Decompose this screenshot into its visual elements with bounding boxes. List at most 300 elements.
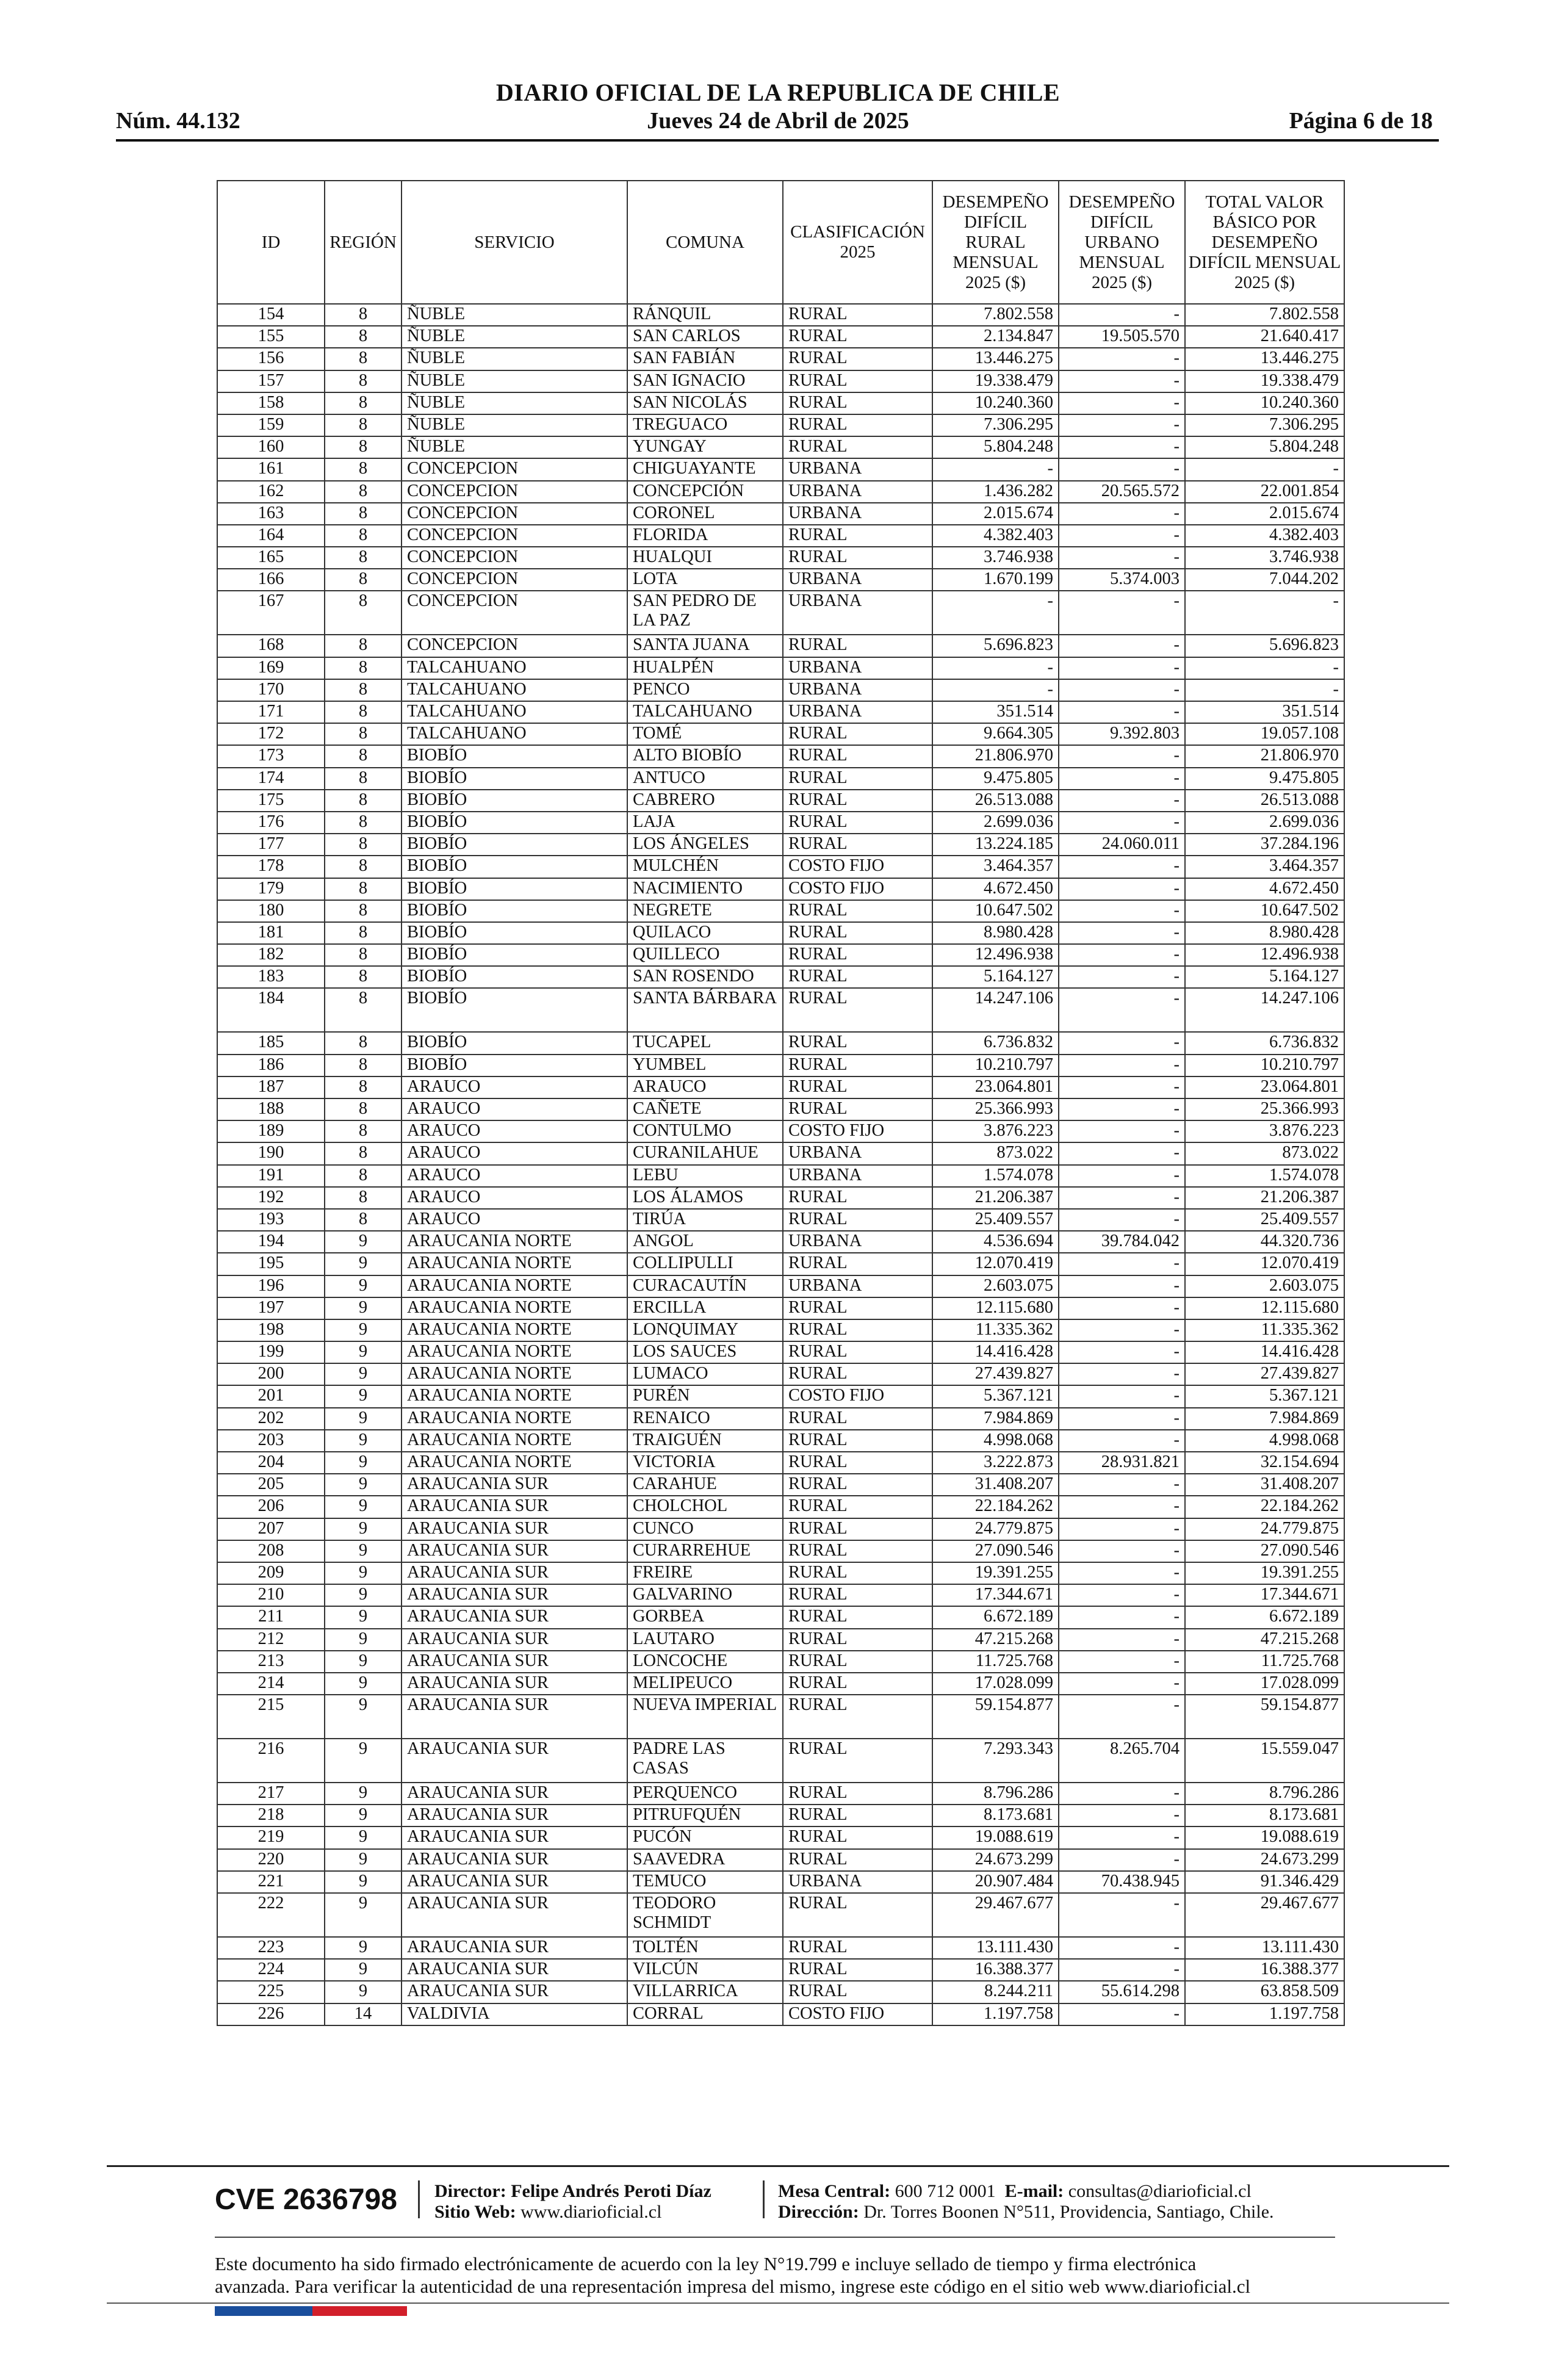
table-row xyxy=(217,966,1344,988)
cell-urban: 5.374.003 xyxy=(1059,569,1185,591)
cell-id: 203 xyxy=(217,1430,325,1452)
cell-rural: 23.064.801 xyxy=(932,1076,1059,1098)
cell-service: ARAUCO xyxy=(402,1120,627,1142)
cell-total: 1.574.078 xyxy=(1185,1165,1344,1187)
cell-service: ARAUCO xyxy=(402,1142,627,1164)
cell-commune: TIRÚA xyxy=(627,1209,783,1231)
cell-region: 8 xyxy=(325,326,402,348)
cell-id: 213 xyxy=(217,1651,325,1673)
cell-commune: CORRAL xyxy=(627,2003,783,2025)
cell-rural: 3.222.873 xyxy=(932,1452,1059,1474)
cell-id: 155 xyxy=(217,326,325,348)
cell-region: 8 xyxy=(325,768,402,790)
cell-commune: MELIPEUCO xyxy=(627,1673,783,1695)
cell-rural: 17.028.099 xyxy=(932,1673,1059,1695)
cell-classification: RURAL xyxy=(783,436,932,458)
cell-region: 9 xyxy=(325,1319,402,1341)
cell-service: CONCEPCION xyxy=(402,481,627,503)
cell-rural: 4.382.403 xyxy=(932,525,1059,547)
cell-region: 9 xyxy=(325,1673,402,1695)
cell-classification: RURAL xyxy=(783,834,932,856)
cell-service: ARAUCO xyxy=(402,1076,627,1098)
table-row xyxy=(217,768,1344,790)
cell-id: 214 xyxy=(217,1673,325,1695)
cell-id: 179 xyxy=(217,878,325,900)
cell-rural: 4.672.450 xyxy=(932,878,1059,900)
cell-id: 183 xyxy=(217,966,325,988)
cell-commune: HUALPÉN xyxy=(627,657,783,679)
cell-total: 7.984.869 xyxy=(1185,1408,1344,1430)
cell-classification: RURAL xyxy=(783,723,932,745)
table-row xyxy=(217,1142,1344,1164)
cell-region: 14 xyxy=(325,2003,402,2025)
cell-total: 23.064.801 xyxy=(1185,1076,1344,1098)
cell-classification: RURAL xyxy=(783,370,932,392)
cell-urban: - xyxy=(1059,1385,1185,1407)
cell-id: 225 xyxy=(217,1981,325,2003)
cell-id: 200 xyxy=(217,1363,325,1385)
cell-urban: - xyxy=(1059,1120,1185,1142)
cell-id: 160 xyxy=(217,436,325,458)
table-row xyxy=(217,1341,1344,1363)
cell-id: 165 xyxy=(217,547,325,569)
cell-region: 9 xyxy=(325,1363,402,1385)
cell-rural: - xyxy=(932,657,1059,679)
cell-service: ARAUCO xyxy=(402,1187,627,1209)
cell-id: 202 xyxy=(217,1408,325,1430)
cell-total: 19.338.479 xyxy=(1185,370,1344,392)
cell-service: BIOBÍO xyxy=(402,745,627,767)
cell-total: 12.496.938 xyxy=(1185,944,1344,966)
cell-commune: ALTO BIOBÍO xyxy=(627,745,783,767)
cell-classification: URBANA xyxy=(783,1871,932,1893)
cell-total: 6.672.189 xyxy=(1185,1606,1344,1628)
cell-rural: 21.806.970 xyxy=(932,745,1059,767)
cell-classification: RURAL xyxy=(783,1695,932,1739)
cell-id: 196 xyxy=(217,1275,325,1297)
cell-total: 21.640.417 xyxy=(1185,326,1344,348)
footer-divider xyxy=(107,2165,1449,2167)
cell-total: 21.206.387 xyxy=(1185,1187,1344,1209)
cell-service: CONCEPCION xyxy=(402,503,627,525)
cell-urban: - xyxy=(1059,503,1185,525)
cell-id: 175 xyxy=(217,790,325,812)
table-row xyxy=(217,812,1344,834)
cell-rural: 13.111.430 xyxy=(932,1937,1059,1959)
cell-classification: COSTO FIJO xyxy=(783,878,932,900)
cell-service: ARAUCANIA NORTE xyxy=(402,1253,627,1275)
table-row xyxy=(217,591,1344,635)
cell-commune: TREGUACO xyxy=(627,414,783,436)
cell-region: 8 xyxy=(325,304,402,326)
cell-id: 219 xyxy=(217,1826,325,1848)
email-link[interactable]: consultas@diarioficial.cl xyxy=(1068,2181,1252,2201)
cell-service: TALCAHUANO xyxy=(402,723,627,745)
cell-classification: RURAL xyxy=(783,304,932,326)
cell-urban: 55.614.298 xyxy=(1059,1981,1185,2003)
director-name: Felipe Andrés Peroti Díaz xyxy=(511,2181,711,2201)
cell-classification: RURAL xyxy=(783,1408,932,1430)
cell-service: BIOBÍO xyxy=(402,812,627,834)
cell-region: 9 xyxy=(325,1408,402,1430)
cell-id: 169 xyxy=(217,657,325,679)
cell-total: 24.779.875 xyxy=(1185,1518,1344,1540)
col-header-classification: CLASIFICACIÓN 2025 xyxy=(783,181,932,304)
cell-classification: RURAL xyxy=(783,326,932,348)
cell-total: 25.366.993 xyxy=(1185,1098,1344,1120)
cell-commune: YUMBEL xyxy=(627,1055,783,1076)
cell-region: 8 xyxy=(325,922,402,944)
legal-line: avanzada. Para verificar la autenticidad de una representación impresa del mismo, ingrese este código en el sitio web www.diarioficial.cl xyxy=(215,2276,1251,2297)
table-row xyxy=(217,1363,1344,1385)
cell-commune: CAÑETE xyxy=(627,1098,783,1120)
cell-commune: FREIRE xyxy=(627,1562,783,1584)
cell-urban: - xyxy=(1059,1805,1185,1826)
cell-region: 9 xyxy=(325,1253,402,1275)
cell-total: 3.746.938 xyxy=(1185,547,1344,569)
cell-urban: - xyxy=(1059,1408,1185,1430)
mesa-phone: 600 712 0001 xyxy=(895,2181,996,2201)
table-row xyxy=(217,856,1344,878)
cell-service: ARAUCANIA SUR xyxy=(402,1518,627,1540)
table-row xyxy=(217,1275,1344,1297)
cell-rural: 7.802.558 xyxy=(932,304,1059,326)
cell-classification: RURAL xyxy=(783,1826,932,1848)
cell-total: 13.111.430 xyxy=(1185,1937,1344,1959)
cell-classification: RURAL xyxy=(783,1981,932,2003)
cell-urban: - xyxy=(1059,966,1185,988)
cell-total: 2.699.036 xyxy=(1185,812,1344,834)
cell-total: 59.154.877 xyxy=(1185,1695,1344,1739)
cell-id: 197 xyxy=(217,1297,325,1319)
cell-commune: LOTA xyxy=(627,569,783,591)
cell-commune: NEGRETE xyxy=(627,900,783,922)
cell-classification: URBANA xyxy=(783,701,932,723)
cell-region: 8 xyxy=(325,679,402,701)
flag-stripe-red xyxy=(312,2306,407,2316)
cell-rural: 9.475.805 xyxy=(932,768,1059,790)
cell-urban: - xyxy=(1059,1032,1185,1054)
cell-commune: ANGOL xyxy=(627,1231,783,1253)
cell-region: 8 xyxy=(325,1142,402,1164)
cell-urban: - xyxy=(1059,1783,1185,1805)
cell-classification: URBANA xyxy=(783,591,932,635)
cell-commune: CONCEPCIÓN xyxy=(627,481,783,503)
cell-commune: RÁNQUIL xyxy=(627,304,783,326)
cell-urban: - xyxy=(1059,1297,1185,1319)
cell-commune: QUILACO xyxy=(627,922,783,944)
cell-id: 216 xyxy=(217,1739,325,1783)
cell-classification: URBANA xyxy=(783,1275,932,1297)
cell-service: ARAUCANIA SUR xyxy=(402,1496,627,1518)
cell-region: 8 xyxy=(325,458,402,480)
table-row xyxy=(217,1695,1344,1739)
cell-urban: - xyxy=(1059,1055,1185,1076)
cell-id: 157 xyxy=(217,370,325,392)
cell-commune: COLLIPULLI xyxy=(627,1253,783,1275)
table-row xyxy=(217,1739,1344,1783)
cell-rural: 5.164.127 xyxy=(932,966,1059,988)
table-row xyxy=(217,1805,1344,1826)
table-row xyxy=(217,1937,1344,1959)
cell-total: 12.115.680 xyxy=(1185,1297,1344,1319)
cell-total: 24.673.299 xyxy=(1185,1849,1344,1871)
cell-total: 47.215.268 xyxy=(1185,1629,1344,1651)
cell-rural: 20.907.484 xyxy=(932,1871,1059,1893)
cell-rural: 2.134.847 xyxy=(932,326,1059,348)
cell-rural: 5.367.121 xyxy=(932,1385,1059,1407)
cell-rural: 19.338.479 xyxy=(932,370,1059,392)
cell-commune: SAN CARLOS xyxy=(627,326,783,348)
cell-commune: CHIGUAYANTE xyxy=(627,458,783,480)
cell-total: 14.416.428 xyxy=(1185,1341,1344,1363)
table-row xyxy=(217,2003,1344,2025)
cell-total: 63.858.509 xyxy=(1185,1981,1344,2003)
cell-service: BIOBÍO xyxy=(402,790,627,812)
cve-code: CVE 2636798 xyxy=(215,2183,397,2216)
cell-id: 174 xyxy=(217,768,325,790)
cell-commune: LAJA xyxy=(627,812,783,834)
cell-service: ÑUBLE xyxy=(402,370,627,392)
cell-rural: 11.725.768 xyxy=(932,1651,1059,1673)
cell-region: 8 xyxy=(325,1098,402,1120)
cell-total: 17.028.099 xyxy=(1185,1673,1344,1695)
cell-commune: TOMÉ xyxy=(627,723,783,745)
cell-rural: 7.306.295 xyxy=(932,414,1059,436)
cell-id: 170 xyxy=(217,679,325,701)
cell-service: BIOBÍO xyxy=(402,1055,627,1076)
cell-commune: TEODORO SCHMIDT xyxy=(627,1893,783,1937)
cell-region: 9 xyxy=(325,1341,402,1363)
cell-total: 15.559.047 xyxy=(1185,1739,1344,1783)
cell-classification: URBANA xyxy=(783,1142,932,1164)
cell-classification: COSTO FIJO xyxy=(783,1120,932,1142)
cell-id: 198 xyxy=(217,1319,325,1341)
cell-commune: LONCOCHE xyxy=(627,1651,783,1673)
cell-classification: RURAL xyxy=(783,900,932,922)
table-row xyxy=(217,834,1344,856)
cell-region: 9 xyxy=(325,1739,402,1783)
cell-total: 8.173.681 xyxy=(1185,1805,1344,1826)
site-link[interactable]: www.diarioficial.cl xyxy=(520,2202,662,2222)
table-row xyxy=(217,1496,1344,1518)
cell-urban: - xyxy=(1059,1606,1185,1628)
cell-classification: RURAL xyxy=(783,1518,932,1540)
cell-classification: RURAL xyxy=(783,966,932,988)
cell-commune: TEMUCO xyxy=(627,1871,783,1893)
cell-commune: CURANILAHUE xyxy=(627,1142,783,1164)
table-row xyxy=(217,1098,1344,1120)
cell-region: 8 xyxy=(325,966,402,988)
cell-service: BIOBÍO xyxy=(402,944,627,966)
cell-service: ARAUCANIA SUR xyxy=(402,1739,627,1783)
cell-urban: - xyxy=(1059,1474,1185,1496)
cell-service: ARAUCANIA SUR xyxy=(402,1562,627,1584)
cell-urban: - xyxy=(1059,856,1185,878)
cell-urban: - xyxy=(1059,436,1185,458)
cell-commune: LUMACO xyxy=(627,1363,783,1385)
cell-id: 218 xyxy=(217,1805,325,1826)
cell-commune: NACIMIENTO xyxy=(627,878,783,900)
site-label: Sitio Web: xyxy=(434,2202,516,2222)
table-row xyxy=(217,326,1344,348)
cell-commune: PERQUENCO xyxy=(627,1783,783,1805)
cell-total: 11.335.362 xyxy=(1185,1319,1344,1341)
cell-rural: 2.699.036 xyxy=(932,812,1059,834)
cell-urban: - xyxy=(1059,1826,1185,1848)
table-row xyxy=(217,348,1344,370)
cell-id: 208 xyxy=(217,1540,325,1562)
cell-commune: SAAVEDRA xyxy=(627,1849,783,1871)
cell-urban: - xyxy=(1059,812,1185,834)
cell-id: 185 xyxy=(217,1032,325,1054)
cell-commune: PADRE LAS CASAS xyxy=(627,1739,783,1783)
cell-urban: - xyxy=(1059,1540,1185,1562)
cell-total: 8.796.286 xyxy=(1185,1783,1344,1805)
cell-rural: 13.224.185 xyxy=(932,834,1059,856)
cell-commune: CUNCO xyxy=(627,1518,783,1540)
cell-service: ARAUCANIA SUR xyxy=(402,1783,627,1805)
cell-rural: 16.388.377 xyxy=(932,1959,1059,1981)
cell-classification: RURAL xyxy=(783,1562,932,1584)
cell-service: TALCAHUANO xyxy=(402,701,627,723)
cell-urban: - xyxy=(1059,1562,1185,1584)
cell-region: 8 xyxy=(325,944,402,966)
cell-urban: - xyxy=(1059,878,1185,900)
cell-region: 8 xyxy=(325,834,402,856)
cell-rural: 25.366.993 xyxy=(932,1098,1059,1120)
cell-urban: 39.784.042 xyxy=(1059,1231,1185,1253)
cell-id: 176 xyxy=(217,812,325,834)
table-row xyxy=(217,503,1344,525)
cell-service: TALCAHUANO xyxy=(402,679,627,701)
table-row xyxy=(217,1893,1344,1937)
cell-commune: CONTULMO xyxy=(627,1120,783,1142)
issue-number: Núm. 44.132 xyxy=(116,108,240,134)
cell-rural: 10.210.797 xyxy=(932,1055,1059,1076)
cell-classification: RURAL xyxy=(783,1937,932,1959)
cell-total: 1.197.758 xyxy=(1185,2003,1344,2025)
cell-region: 8 xyxy=(325,503,402,525)
cell-region: 9 xyxy=(325,1783,402,1805)
cell-classification: RURAL xyxy=(783,547,932,569)
cell-region: 8 xyxy=(325,591,402,635)
cell-classification: RURAL xyxy=(783,1805,932,1826)
cell-region: 8 xyxy=(325,745,402,767)
cell-region: 9 xyxy=(325,1849,402,1871)
cell-urban: - xyxy=(1059,922,1185,944)
table-row xyxy=(217,1297,1344,1319)
cell-region: 9 xyxy=(325,1959,402,1981)
cell-id: 164 xyxy=(217,525,325,547)
cell-rural: 14.247.106 xyxy=(932,988,1059,1032)
cell-urban: - xyxy=(1059,2003,1185,2025)
cell-id: 191 xyxy=(217,1165,325,1187)
cell-urban: - xyxy=(1059,1673,1185,1695)
cell-commune: GORBEA xyxy=(627,1606,783,1628)
cell-region: 9 xyxy=(325,1231,402,1253)
cell-region: 8 xyxy=(325,1120,402,1142)
table-row xyxy=(217,414,1344,436)
cell-classification: RURAL xyxy=(783,1474,932,1496)
cell-classification: URBANA xyxy=(783,458,932,480)
table-row xyxy=(217,481,1344,503)
cell-urban: - xyxy=(1059,370,1185,392)
cell-region: 8 xyxy=(325,392,402,414)
cell-service: BIOBÍO xyxy=(402,988,627,1032)
cell-urban: 9.392.803 xyxy=(1059,723,1185,745)
cell-urban: 24.060.011 xyxy=(1059,834,1185,856)
cell-id: 204 xyxy=(217,1452,325,1474)
cell-service: ARAUCANIA SUR xyxy=(402,1673,627,1695)
cell-urban: - xyxy=(1059,414,1185,436)
cell-service: ARAUCANIA NORTE xyxy=(402,1319,627,1341)
cell-rural: 27.439.827 xyxy=(932,1363,1059,1385)
cell-classification: RURAL xyxy=(783,1629,932,1651)
contact-block xyxy=(778,2181,1274,2223)
cell-classification: RURAL xyxy=(783,745,932,767)
cell-service: ARAUCANIA NORTE xyxy=(402,1452,627,1474)
cell-total: 21.806.970 xyxy=(1185,745,1344,767)
cell-id: 156 xyxy=(217,348,325,370)
cell-id: 184 xyxy=(217,988,325,1032)
cell-commune: SAN PEDRO DE LA PAZ xyxy=(627,591,783,635)
cell-classification: RURAL xyxy=(783,1187,932,1209)
cell-classification: RURAL xyxy=(783,1098,932,1120)
table-row xyxy=(217,525,1344,547)
table-row xyxy=(217,1540,1344,1562)
cell-region: 8 xyxy=(325,348,402,370)
cell-region: 9 xyxy=(325,1562,402,1584)
cell-classification: RURAL xyxy=(783,1584,932,1606)
cell-id: 192 xyxy=(217,1187,325,1209)
cell-total: - xyxy=(1185,657,1344,679)
cell-classification: URBANA xyxy=(783,679,932,701)
table-body xyxy=(217,304,1344,2025)
cell-rural: 11.335.362 xyxy=(932,1319,1059,1341)
cell-total: 25.409.557 xyxy=(1185,1209,1344,1231)
cell-rural: 3.746.938 xyxy=(932,547,1059,569)
cell-service: ARAUCANIA SUR xyxy=(402,1937,627,1959)
cell-total: 3.876.223 xyxy=(1185,1120,1344,1142)
mesa-label: Mesa Central: xyxy=(778,2181,891,2201)
cell-service: BIOBÍO xyxy=(402,966,627,988)
cell-service: ARAUCANIA SUR xyxy=(402,1540,627,1562)
cell-service: CONCEPCION xyxy=(402,458,627,480)
cell-commune: LEBU xyxy=(627,1165,783,1187)
cell-classification: RURAL xyxy=(783,1055,932,1076)
cell-rural: 8.244.211 xyxy=(932,1981,1059,2003)
cell-rural: 5.804.248 xyxy=(932,436,1059,458)
col-header-commune: COMUNA xyxy=(627,181,783,304)
cell-service: ARAUCANIA SUR xyxy=(402,1959,627,1981)
email-label: E-mail: xyxy=(1004,2181,1064,2201)
cell-region: 9 xyxy=(325,1297,402,1319)
cell-rural: - xyxy=(932,679,1059,701)
cell-service: ARAUCO xyxy=(402,1098,627,1120)
cell-classification: RURAL xyxy=(783,922,932,944)
cell-urban: - xyxy=(1059,1341,1185,1363)
cell-id: 171 xyxy=(217,701,325,723)
cell-total: - xyxy=(1185,679,1344,701)
table-row xyxy=(217,1518,1344,1540)
table-row xyxy=(217,745,1344,767)
cell-service: ARAUCANIA SUR xyxy=(402,1606,627,1628)
cell-total: 11.725.768 xyxy=(1185,1651,1344,1673)
cell-id: 193 xyxy=(217,1209,325,1231)
cell-classification: RURAL xyxy=(783,1540,932,1562)
cell-region: 9 xyxy=(325,1871,402,1893)
